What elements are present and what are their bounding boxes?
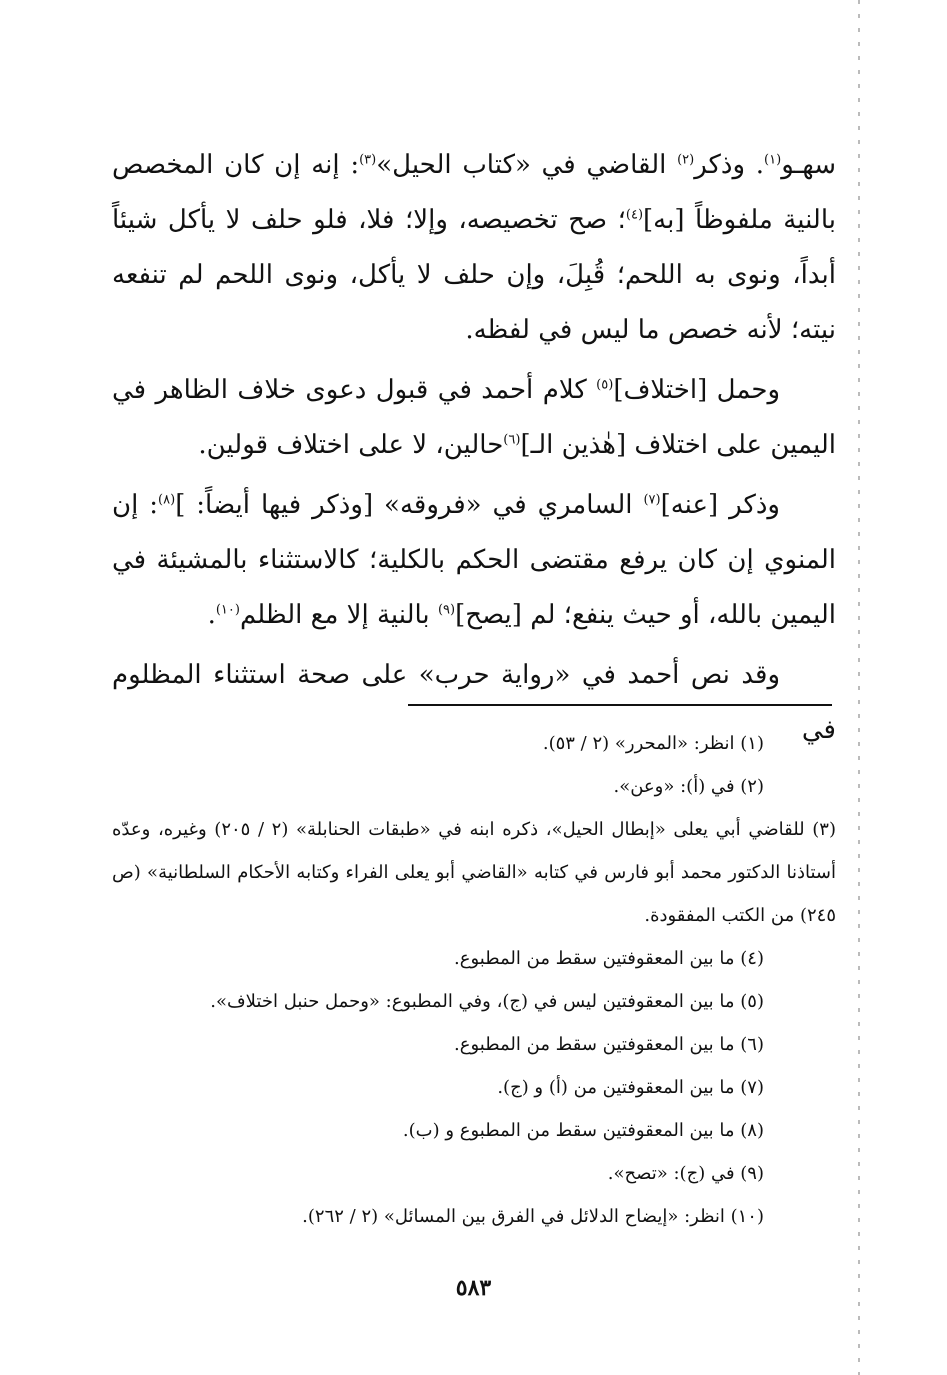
paragraph-4: وقد نص أحمد في «رواية حرب» على صحة استثناء المظلوم في xyxy=(112,660,836,745)
text-run: . xyxy=(207,600,216,630)
text-run: كلام أحمد في قبول دعوى خلاف الظاهر في اليمين على اختلاف [هٰذين الـ] xyxy=(112,375,836,460)
footnote-10: (١٠) انظر: «إيضاح الدلائل في الفرق بين المسائل» (٢ / ٢٦٢). xyxy=(302,1206,764,1227)
footnote-ref-1: (١) xyxy=(764,152,782,168)
text-run: . وذكر xyxy=(694,150,765,180)
footnote-ref-6: (٦) xyxy=(503,432,521,448)
main-text xyxy=(112,138,836,758)
text-run: وحمل [اختلاف] xyxy=(613,375,780,405)
footnote-ref-2: (٢) xyxy=(677,152,695,168)
text-run: ؛ صح تخصيصه، وإلا؛ فلا، فلو حلف لا يأكل شيئاً أبداً، ونوى به اللحم؛ قُبِلَ، وإن حلف لا يأكل، ونوى اللحم لم تنفعه نيته؛ لأنه خصص ما ليس في لفظه. xyxy=(112,205,836,345)
footnote-2: (٢) في (أ): «وعن». xyxy=(613,776,764,797)
footnote-ref-10: (١٠) xyxy=(215,602,240,618)
page-edge-dots xyxy=(858,0,860,1375)
text-run: : إنه إن كان المخصص بالنية ملفوظاً [به] xyxy=(112,150,836,235)
footnote-ref-8: (٨) xyxy=(158,492,176,508)
page-number: ٥٨٣ xyxy=(455,1275,492,1301)
footnote-1: (١) انظر: «المحرر» (٢ / ٥٣). xyxy=(542,733,764,754)
footnote-ref-5: (٥) xyxy=(596,377,614,393)
footnote-6: (٦) ما بين المعقوفتين سقط من المطبوع. xyxy=(454,1034,764,1055)
footnote-ref-4: (٤) xyxy=(625,207,644,223)
text-run: القاضي في «كتاب الحيل» xyxy=(376,150,678,180)
paragraph-3 xyxy=(112,478,836,643)
footnote-ref-3: (٣) xyxy=(359,152,377,168)
text-run: السامري في «فروقه» [وذكر فيها أيضاً: ] xyxy=(175,490,644,520)
text-run: بالنية إلا مع الظلم xyxy=(239,600,438,630)
footnotes xyxy=(112,722,836,1238)
text-run: حالين، لا على اختلاف قولين. xyxy=(198,430,504,460)
paragraph-1 xyxy=(112,138,836,358)
paragraph-2 xyxy=(112,363,836,473)
footnote-ref-9: (٩) xyxy=(437,602,456,618)
page-body xyxy=(112,138,836,763)
footnote-4: (٤) ما بين المعقوفتين سقط من المطبوع. xyxy=(454,948,764,969)
footnote-7: (٧) ما بين المعقوفتين من (أ) و (ج). xyxy=(497,1077,764,1098)
text-run: : إن المنوي إن كان يرفع مقتضى الحكم بالكلية؛ كالاستثناء بالمشيئة في اليمين بالله، أو حيث ينفع؛ لم [يصح] xyxy=(112,490,836,630)
footnote-ref-7: (٧) xyxy=(643,492,661,508)
text-run: سهـو xyxy=(781,150,837,180)
footnote-9: (٩) في (ج): «تصح». xyxy=(607,1163,764,1184)
footnote-separator xyxy=(408,704,832,706)
footnote-3: (٣) للقاضي أبي يعلى «إبطال الحيل»، ذكره ابنه في «طبقات الحنابلة» (٢ / ٢٠٥) وغيره، وعدّه أستاذنا الدكتور محمد أبو فارس في كتابه «القاضي أبو يعلى الفراء وكتابه الأحكام السلطانية» (ص ٢٤٥) من الكتب المفقودة. xyxy=(112,819,836,926)
text-run: وذكر [عنه] xyxy=(660,490,780,520)
footnote-8: (٨) ما بين المعقوفتين سقط من المطبوع و (ب). xyxy=(402,1120,764,1141)
footnote-5: (٥) ما بين المعقوفتين ليس في (ج)، وفي المطبوع: «وحمل حنبل اختلاف». xyxy=(210,991,764,1012)
